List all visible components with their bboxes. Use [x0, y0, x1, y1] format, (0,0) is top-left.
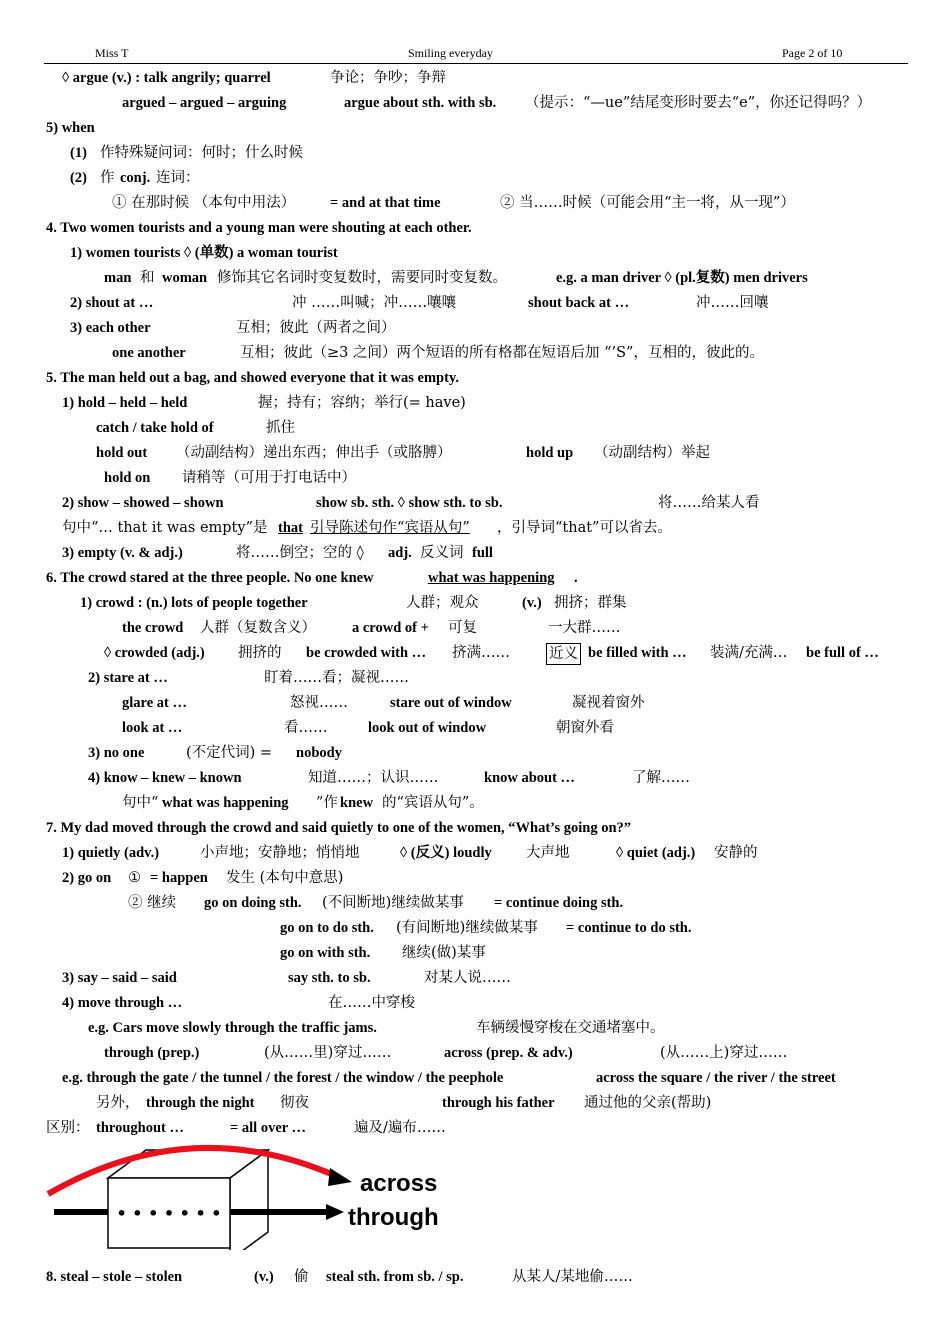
text-segment: stare out of window	[390, 695, 512, 711]
text-segment: 车辆缓慢穿梭在交通堵塞中。	[476, 1020, 665, 1036]
text-segment: ，引导词“that”可以省去。	[497, 520, 672, 536]
text-segment: 继续(做)某事	[402, 945, 486, 961]
header-right: Page 2 of 10	[782, 46, 843, 60]
text-line	[0, 793, 950, 813]
text-segment: = all over …	[230, 1120, 307, 1136]
text-line	[0, 743, 950, 763]
text-line	[0, 393, 950, 413]
header-rule	[44, 63, 908, 64]
text-segment: 1) crowd : (n.) lots of people together	[80, 595, 308, 611]
text-line	[0, 593, 950, 613]
text-segment: = continue doing sth.	[494, 895, 624, 911]
text-segment: throughout …	[96, 1120, 184, 1136]
text-line	[0, 993, 950, 1013]
text-segment: 怒视……	[290, 695, 348, 711]
text-line	[0, 493, 950, 513]
text-segment: 3) each other	[70, 320, 151, 336]
text-segment: = and at that time	[330, 195, 441, 211]
text-segment: 知道……；认识……	[308, 770, 439, 786]
text-segment: e.g. a man driver ◊ (pl.复数) men drivers	[556, 270, 808, 286]
text-segment: e.g. through the gate / the tunnel / the forest / the window / the peephole	[62, 1070, 504, 1086]
dotted-path: • • • • • • •	[116, 1204, 222, 1223]
text-segment: 在……中穿梭	[328, 995, 415, 1011]
text-line	[0, 1118, 950, 1138]
text-segment: 4) know – knew – known	[88, 770, 242, 786]
text-segment: 句中“	[122, 795, 159, 811]
label-through: through	[348, 1204, 439, 1231]
text-segment: steal sth. from sb. / sp.	[326, 1269, 464, 1285]
text-line	[0, 943, 950, 963]
text-segment: 3) say – said – said	[62, 970, 177, 986]
text-segment: 2) stare at …	[88, 670, 168, 686]
text-line	[0, 1093, 950, 1113]
text-segment: = happen	[150, 870, 208, 886]
text-segment: 4) move through …	[62, 995, 183, 1011]
text-segment: 通过他的父亲(帮助)	[584, 1095, 712, 1111]
text-line	[0, 543, 950, 563]
text-segment: go on doing sth.	[204, 895, 302, 911]
text-line	[0, 518, 950, 538]
text-segment: 8. steal – stole – stolen	[46, 1269, 183, 1285]
text-segment: ①	[128, 870, 141, 886]
text-segment: (不间断地)继续做某事	[322, 895, 464, 911]
text-segment: through (prep.)	[104, 1045, 200, 1061]
text-line	[0, 768, 950, 788]
text-segment: 4. Two women tourists and a young man were shouting at each other.	[46, 220, 472, 236]
text-line	[0, 868, 950, 888]
text-segment: 发生 (本句中意思)	[226, 870, 344, 886]
text-segment: (从……上)穿过……	[660, 1045, 788, 1061]
text-line	[0, 318, 950, 338]
text-line	[0, 93, 950, 113]
text-segment: adj.	[388, 545, 412, 561]
text-segment: hold out	[96, 445, 148, 461]
text-segment: knew	[340, 795, 374, 811]
text-segment: 人群（复数含义）	[200, 620, 316, 636]
text-segment: 拥挤的	[238, 645, 282, 661]
text-segment: 另外，	[96, 1095, 140, 1111]
text-segment: 连词：	[156, 170, 200, 186]
text-line	[0, 243, 950, 263]
text-line	[0, 893, 950, 913]
text-segment: (1)	[70, 145, 87, 161]
text-segment: one another	[112, 345, 186, 361]
text-segment: 挤满……	[452, 645, 510, 661]
text-segment: （动副结构）举起	[594, 445, 710, 461]
text-line	[0, 268, 950, 288]
text-line	[0, 193, 950, 213]
text-segment: 3) no one	[88, 745, 145, 761]
text-segment: 人群；观众	[406, 595, 479, 611]
text-segment: ◊ argue (v.) : talk angrily; quarrel	[62, 70, 271, 86]
text-segment: 2) show – showed – shown	[62, 495, 224, 511]
text-segment: through his father	[442, 1095, 555, 1111]
boxed-note: 近义	[546, 643, 581, 665]
text-line	[0, 218, 950, 238]
text-line	[0, 368, 950, 388]
text-segment: 了解……	[632, 770, 690, 786]
text-line	[0, 718, 950, 738]
text-line	[0, 68, 950, 88]
through-arrow-head	[326, 1204, 344, 1220]
text-segment: 握；持有；容纳；举行(= have)	[258, 395, 466, 411]
text-segment: 引导陈述句作“宾语从句”	[310, 520, 470, 536]
text-segment: 从某人/某地偷……	[512, 1269, 633, 1285]
text-segment: glare at …	[122, 695, 187, 711]
text-line	[0, 293, 950, 313]
text-segment: 拥挤；群集	[554, 595, 627, 611]
text-segment: 1) quietly (adv.)	[62, 845, 160, 861]
text-segment: look out of window	[368, 720, 487, 736]
text-segment: 作特殊疑问词：何时；什么时候	[100, 145, 303, 161]
header-left: Miss T	[95, 46, 129, 60]
text-segment: 5. The man held out a bag, and showed everyone that it was empty.	[46, 370, 460, 386]
text-segment: go on with sth.	[280, 945, 371, 961]
text-line	[0, 693, 950, 713]
text-segment: a crowd of +	[352, 620, 429, 636]
text-line	[0, 168, 950, 188]
text-segment: 将……给某人看	[658, 495, 760, 511]
text-segment: hold up	[526, 445, 574, 461]
text-segment: (v.)	[254, 1269, 274, 1285]
text-segment: 2) go on	[62, 870, 112, 886]
text-segment: 和	[140, 270, 155, 286]
across-through-diagram	[40, 1140, 460, 1250]
text-segment: 1) hold – held – held	[62, 395, 188, 411]
text-segment: 装满/充满…	[710, 645, 788, 661]
label-across: across	[360, 1170, 438, 1197]
text-segment: 句中“… that it was empty”是	[62, 520, 268, 536]
text-segment: 作	[100, 170, 115, 186]
across-arrow-head	[328, 1168, 352, 1186]
text-segment: 遍及/遍布……	[354, 1120, 446, 1136]
text-segment: what was happening	[428, 570, 555, 586]
text-segment: 一大群……	[548, 620, 621, 636]
text-segment: 1) women tourists ◊ (单数) a woman tourist	[70, 245, 338, 261]
text-segment: 看……	[284, 720, 328, 736]
text-line	[0, 643, 950, 663]
text-segment: nobody	[296, 745, 342, 761]
text-line	[0, 1267, 950, 1287]
text-segment: 争论；争吵；争辩	[330, 70, 446, 86]
text-segment: (v.)	[522, 595, 542, 611]
text-segment: through the night	[146, 1095, 255, 1111]
text-segment: 对某人说……	[424, 970, 511, 986]
header-center: Smiling everyday	[408, 46, 493, 60]
text-segment: be full of …	[806, 645, 879, 661]
text-line	[0, 1068, 950, 1088]
text-segment: hold on	[104, 470, 151, 486]
text-segment: 5) when	[46, 120, 95, 136]
text-segment: 互相；彼此（两者之间）	[236, 320, 396, 336]
text-segment: e.g. Cars move slowly through the traffic jams.	[88, 1020, 377, 1036]
text-segment: ② 当……时候（可能会用“主一将，从一现”）	[500, 195, 795, 211]
text-segment: know about …	[484, 770, 576, 786]
text-line	[0, 1043, 950, 1063]
text-segment: 请稍等（可用于打电话中）	[182, 470, 356, 486]
text-segment: 7. My dad moved through the crowd and said quietly to one of the women, “What’s going on?”	[46, 820, 632, 836]
text-line	[0, 468, 950, 488]
text-line	[0, 343, 950, 363]
text-segment: （提示：“—ue”结尾变形时要去“e”，你还记得吗？）	[525, 95, 872, 111]
text-line	[0, 118, 950, 138]
text-segment: ◊ crowded (adj.)	[104, 645, 205, 661]
text-segment: 冲……回嚷	[696, 295, 769, 311]
text-segment: (2)	[70, 170, 87, 186]
text-segment: catch / take hold of	[96, 420, 214, 436]
text-line	[0, 143, 950, 163]
text-segment: 3) empty (v. & adj.)	[62, 545, 183, 561]
text-segment: 2) shout at …	[70, 295, 154, 311]
text-segment: be filled with …	[588, 645, 687, 661]
text-segment: go on to do sth.	[280, 920, 374, 936]
text-segment: say sth. to sb.	[288, 970, 371, 986]
text-segment: 的“宾语从句”。	[382, 795, 484, 811]
text-segment: across (prep. & adv.)	[444, 1045, 573, 1061]
text-segment: （动副结构）递出东西；伸出手（或胳膊）	[176, 445, 452, 461]
text-segment: (从……里)穿过……	[264, 1045, 392, 1061]
text-line	[0, 443, 950, 463]
text-segment: the crowd	[122, 620, 184, 636]
text-segment: ◊ (反义) loudly	[400, 845, 492, 861]
text-segment: 6. The crowd stared at the three people. No one knew	[46, 570, 374, 586]
text-line	[0, 818, 950, 838]
text-segment: show sb. sth. ◊ show sth. to sb.	[316, 495, 503, 511]
text-segment: argue about sth. with sb.	[344, 95, 497, 111]
text-segment: 修饰其它名词时变复数时，需要同时变复数。	[217, 270, 507, 286]
text-segment: what was happening	[162, 795, 289, 811]
text-segment: that	[278, 520, 303, 536]
text-segment: ”作	[316, 795, 338, 811]
text-segment: look at …	[122, 720, 183, 736]
text-segment: 盯着……看；凝视……	[264, 670, 409, 686]
text-segment: ② 继续	[128, 895, 177, 911]
text-line	[0, 668, 950, 688]
text-segment: 冲 ……叫喊；冲……嚷嚷	[292, 295, 457, 311]
text-segment: 小声地；安静地；悄悄地	[200, 845, 360, 861]
text-segment: 安静的	[714, 845, 758, 861]
text-segment: man	[104, 270, 132, 286]
text-segment: 朝窗外看	[556, 720, 614, 736]
text-line	[0, 418, 950, 438]
text-segment: ① 在那时候 （本句中用法）	[112, 195, 296, 211]
text-segment: 可复	[448, 620, 477, 636]
text-segment: conj.	[120, 170, 151, 186]
text-segment: (有间断地)继续做某事	[396, 920, 538, 936]
text-segment: 彻夜	[280, 1095, 309, 1111]
text-segment: shout back at …	[528, 295, 630, 311]
text-segment: woman	[162, 270, 208, 286]
text-segment: 反义词	[420, 545, 464, 561]
text-segment: 凝视着窗外	[572, 695, 645, 711]
text-segment: ◊ quiet (adj.)	[616, 845, 696, 861]
text-segment: 偷	[294, 1269, 309, 1285]
text-line	[0, 618, 950, 638]
text-line	[0, 968, 950, 988]
text-segment: 区别：	[46, 1120, 90, 1136]
text-line	[0, 1018, 950, 1038]
text-segment: 互相；彼此（≥3 之间）两个短语的所有格都在短语后加 “’S”，互相的，彼此的。	[240, 345, 764, 361]
text-line	[0, 568, 950, 588]
text-segment: full	[472, 545, 493, 561]
text-segment: argued – argued – arguing	[122, 95, 287, 111]
text-line	[0, 918, 950, 938]
text-segment: across the square / the river / the street	[596, 1070, 836, 1086]
text-segment: = continue to do sth.	[566, 920, 692, 936]
text-segment: .	[574, 570, 578, 586]
text-segment: be crowded with …	[306, 645, 427, 661]
text-segment: 大声地	[526, 845, 570, 861]
text-line	[0, 843, 950, 863]
text-segment: 抓住	[266, 420, 295, 436]
text-segment: 将……倒空；空的 ◊	[236, 545, 364, 561]
text-segment: (不定代词) =	[186, 745, 273, 761]
